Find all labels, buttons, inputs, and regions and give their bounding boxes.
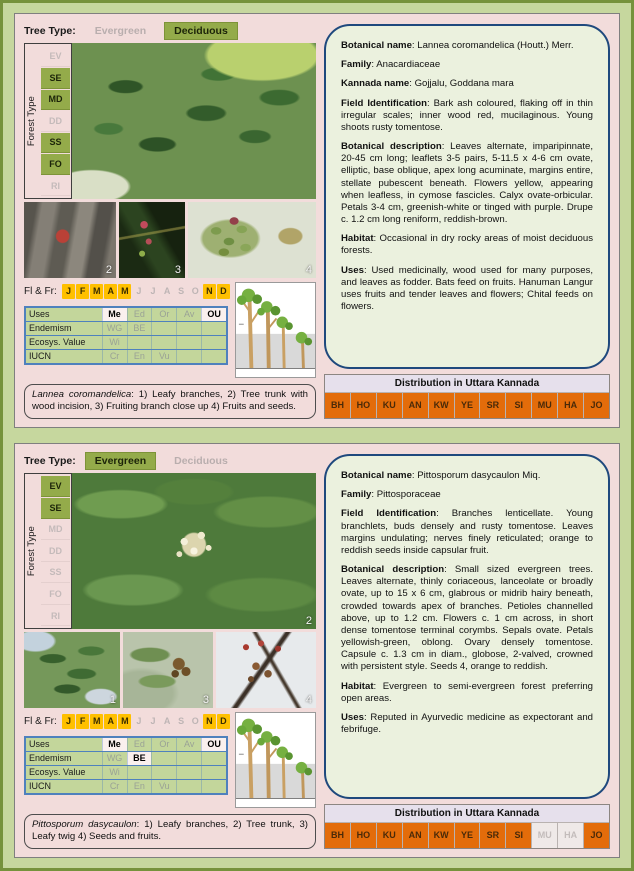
- uses-av-cell[interactable]: Av: [176, 738, 201, 751]
- empty-cell: [176, 752, 201, 765]
- empty-cell: [176, 766, 201, 779]
- dist-mu[interactable]: MU: [532, 823, 557, 848]
- distribution-title: Distribution in Uttara Kannada: [325, 375, 609, 392]
- distribution-cells: [325, 392, 609, 418]
- photo-number: 2: [105, 263, 112, 276]
- table-row-iucn: [26, 780, 226, 793]
- row-label: IUCN: [29, 780, 51, 791]
- panel1-right-column: [324, 22, 610, 419]
- photo-fruiting-branch: [119, 202, 185, 277]
- forest-type-ev[interactable]: EV: [41, 476, 70, 497]
- empty-cell: [127, 336, 152, 349]
- tree-type-label: Tree Type:: [24, 455, 76, 468]
- month-sep[interactable]: S: [178, 716, 185, 727]
- photo-number: 1: [109, 693, 116, 706]
- forest-type-box: [24, 473, 72, 629]
- thumbnail-row: [24, 202, 316, 277]
- row-label: IUCN: [29, 350, 51, 361]
- month-mar[interactable]: M: [90, 714, 103, 729]
- tree-type-option-evergreen[interactable]: Evergreen: [86, 453, 155, 469]
- forest-type-md[interactable]: MD: [41, 90, 70, 111]
- month-mar[interactable]: M: [90, 284, 103, 299]
- empty-cell: [201, 766, 226, 779]
- field-identification-paragraph: Field Identification: Branches lenticellate. Young branchlets, buds densely and rusty tomentose. Leaves margins undulating; nerves finely reticulated; orange to reddish seeds inside capsular fruit.: [341, 508, 593, 556]
- dist-ho[interactable]: HO: [351, 393, 376, 418]
- tree-type-row: [24, 22, 316, 40]
- uses-ou-cell[interactable]: OU: [201, 738, 226, 751]
- empty-cell: [201, 322, 226, 335]
- dist-sr[interactable]: SR: [480, 823, 505, 848]
- uses-or-cell[interactable]: Or: [151, 738, 176, 751]
- dist-mu[interactable]: MU: [532, 393, 557, 418]
- caption-species-name: Pittosporum dasycaulon: [32, 818, 137, 830]
- dist-bh[interactable]: BH: [325, 393, 350, 418]
- forest-type-dd[interactable]: DD: [41, 541, 70, 562]
- family-paragraph: Family: Pittosporaceae: [341, 489, 441, 501]
- month-may[interactable]: M: [118, 284, 131, 299]
- row-label: Uses: [29, 308, 50, 319]
- forest-type-ri[interactable]: RI: [41, 176, 70, 197]
- month-apr[interactable]: A: [104, 284, 117, 299]
- dist-si[interactable]: SI: [506, 823, 531, 848]
- tree-type-option-evergreen[interactable]: Evergreen: [94, 25, 147, 38]
- botanical-name-paragraph: Botanical name: Lannea coromandelica (Houtt.) Merr.: [341, 40, 574, 51]
- botanical-description-paragraph: Botanical description: Small sized evergreen trees. Leaves alternate, thinly coriaceous, lanceolate or broadly ovate, up to 15 x 6 cm, glabrous or midrib hairy beneath, crowded towards apex of branches. Petioles channelled above, up to 1.2 cm. Flowers c. 1 cm across, in short dense tomentose terminal corymbs. Sepals ovate. Petals yellowish-green, oblong. Ovary densely tomentose. Capsule c. 1.3 cm in diam., globose, 2-valved, crowned with persistent style. Seeds 4, orange to reddish.: [341, 564, 593, 673]
- forest-type-se[interactable]: SE: [41, 68, 70, 89]
- uses-me-cell[interactable]: Me: [102, 738, 127, 751]
- photo-number: 4: [305, 693, 312, 706]
- row-label: Endemism: [29, 752, 72, 763]
- forest-type-fo[interactable]: FO: [41, 584, 70, 605]
- tree-type-row: [24, 452, 316, 470]
- row-label: Ecosys. Value: [29, 336, 86, 347]
- forest-type-label: Forest Type: [26, 96, 37, 147]
- forest-type-buttons: [41, 46, 70, 196]
- uses-or-cell[interactable]: Or: [151, 308, 176, 321]
- kannada-name-paragraph: Kannada name: Gojjalu, Goddana mara: [341, 78, 514, 90]
- photo-seeds-fruits: [216, 632, 316, 707]
- photo-number: 2: [305, 615, 312, 628]
- thumbnail-row: [24, 632, 316, 707]
- ecosys-wi-cell[interactable]: Wi: [102, 336, 127, 349]
- dist-ku[interactable]: KU: [377, 823, 402, 848]
- photo-leafy-branches: [72, 43, 316, 199]
- distribution-cells: [325, 822, 609, 848]
- month-apr[interactable]: A: [104, 714, 117, 729]
- empty-cell: [176, 350, 201, 363]
- empty-cell: [201, 350, 226, 363]
- photo-caption: [24, 384, 316, 419]
- month-nov[interactable]: N: [203, 284, 216, 299]
- dist-jo[interactable]: JO: [584, 393, 609, 418]
- panel2-right-column: [324, 452, 610, 849]
- flfr-label: Fl & Fr:: [24, 716, 57, 728]
- forest-type-buttons: [41, 476, 70, 626]
- dist-si[interactable]: SI: [506, 393, 531, 418]
- month-jul[interactable]: J: [150, 286, 156, 297]
- botanical-name-paragraph: Botanical name: Pittosporum dasycaulon Miq.: [341, 470, 541, 481]
- iucn-vu-cell[interactable]: Vu: [151, 780, 176, 793]
- species-description-box: [324, 24, 610, 369]
- dist-bh[interactable]: BH: [325, 823, 350, 848]
- attributes-table: [24, 306, 228, 365]
- flowering-fruiting-strip: [24, 712, 230, 732]
- table-row-ecosys-value: [26, 766, 226, 780]
- phenology-table-column: [24, 712, 230, 808]
- photo-number: 4: [305, 263, 312, 276]
- tree-height-illustration: [235, 282, 316, 378]
- month-jan[interactable]: J: [62, 714, 75, 729]
- table-row-ecosys-value: [26, 336, 226, 350]
- flowering-fruiting-strip: [24, 282, 230, 302]
- tree-type-option-deciduous[interactable]: Deciduous: [174, 455, 228, 468]
- dist-ye[interactable]: YE: [455, 823, 480, 848]
- dist-ha[interactable]: HA: [558, 823, 583, 848]
- forest-type-ev[interactable]: EV: [41, 46, 70, 67]
- distribution-title: Distribution in Uttara Kannada: [325, 805, 609, 822]
- photo-number: 3: [202, 693, 209, 706]
- tree-height-illustration: [235, 712, 316, 808]
- dist-sr[interactable]: SR: [480, 393, 505, 418]
- empty-cell: [151, 322, 176, 335]
- month-aug[interactable]: A: [163, 286, 171, 297]
- month-nov[interactable]: N: [203, 714, 216, 729]
- panel1-left-column: [24, 22, 316, 419]
- forest-type-ri[interactable]: RI: [41, 606, 70, 627]
- empty-cell: [151, 336, 176, 349]
- table-row-iucn: [26, 350, 226, 363]
- photo-flowering-twig: [72, 473, 316, 629]
- species-panel-lannea: [14, 13, 620, 428]
- month-oct[interactable]: O: [191, 716, 199, 727]
- forest-type-label: Forest Type: [26, 526, 37, 577]
- forest-type-ss[interactable]: SS: [41, 563, 70, 584]
- month-dec[interactable]: D: [217, 284, 230, 299]
- phenology-table-column: [24, 282, 230, 378]
- uses-paragraph: Uses: Reputed in Ayurvedic medicine as expectorant and febrifuge.: [341, 711, 593, 736]
- uses-ed-cell[interactable]: Ed: [127, 308, 152, 321]
- main-photo-block: [24, 473, 316, 629]
- distribution-section: [324, 804, 610, 849]
- table-row-uses: [26, 308, 226, 322]
- empty-cell: [151, 752, 176, 765]
- row-label: Uses: [29, 738, 50, 749]
- month-jun[interactable]: J: [136, 716, 142, 727]
- photo-leafy-twig: [123, 632, 213, 707]
- habitat-paragraph: Habitat: Evergreen to semi-evergreen forest preferring open areas.: [341, 680, 593, 704]
- empty-cell: [176, 322, 201, 335]
- forest-type-box: [24, 43, 72, 199]
- empty-cell: [176, 780, 201, 793]
- panel2-left-column: [24, 452, 316, 849]
- distribution-section: [324, 374, 610, 419]
- tree-type-option-deciduous[interactable]: Deciduous: [165, 23, 237, 39]
- endemism-be-cell[interactable]: BE: [127, 322, 152, 335]
- month-jul[interactable]: J: [150, 716, 156, 727]
- empty-cell: [151, 766, 176, 779]
- photo-caption: [24, 814, 316, 849]
- forest-type-se[interactable]: SE: [41, 498, 70, 519]
- month-sep[interactable]: S: [178, 286, 185, 297]
- botanical-description-paragraph: Botanical description: Leaves alternate, imparipinnate, 20-45 cm long; leaflets 3-5 pairs, 5-11.5 x 4-6 cm ovate, elliptic, base oblique, apex long acuminate, margins entire, stellate pubescent beneath. Flowers yellow, appearing when leafless, in cymose fascicles. Calyx ovate-orbicular. Petals 3-4 cm, greenish-white or tinged with purple. Drupe c. 1.2 cm long reniform, reddish-brown.: [341, 141, 593, 226]
- species-panel-pittosporum: [14, 443, 620, 858]
- empty-cell: [201, 752, 226, 765]
- month-may[interactable]: M: [118, 714, 131, 729]
- dist-an[interactable]: AN: [403, 393, 428, 418]
- photo-fruits-seeds: [188, 202, 316, 277]
- dist-an[interactable]: AN: [403, 823, 428, 848]
- month-feb[interactable]: F: [76, 284, 89, 299]
- row-label: Ecosys. Value: [29, 766, 86, 777]
- iucn-cr-cell[interactable]: Cr: [102, 350, 127, 363]
- empty-cell: [127, 766, 152, 779]
- tree-type-label: Tree Type:: [24, 25, 76, 38]
- endemism-wg-cell[interactable]: WG: [102, 752, 127, 765]
- month-dec[interactable]: D: [217, 714, 230, 729]
- phenology-attributes-row: [24, 712, 316, 808]
- table-row-endemism: [26, 322, 226, 336]
- month-jan[interactable]: J: [62, 284, 75, 299]
- uses-paragraph: Uses: Used medicinally, wood used for many purposes, and leaves as fodder. Bats feed on fruits. Hanuman Langur uses fruits and tender leaves and flowers; Chital feeds on flowers.: [341, 264, 593, 313]
- forest-type-fo[interactable]: FO: [41, 154, 70, 175]
- forest-type-dd[interactable]: DD: [41, 111, 70, 132]
- caption-species-name: Lannea coromandelica: [32, 388, 132, 400]
- main-photo-block: [24, 43, 316, 199]
- dist-ho[interactable]: HO: [351, 823, 376, 848]
- ecosys-wi-cell[interactable]: Wi: [102, 766, 127, 779]
- month-feb[interactable]: F: [76, 714, 89, 729]
- dist-ye[interactable]: YE: [455, 393, 480, 418]
- empty-cell: [201, 336, 226, 349]
- phenology-attributes-row: [24, 282, 316, 378]
- forest-type-ss[interactable]: SS: [41, 133, 70, 154]
- uses-me-cell[interactable]: Me: [102, 308, 127, 321]
- dist-ku[interactable]: KU: [377, 393, 402, 418]
- empty-cell: [176, 336, 201, 349]
- endemism-wg-cell[interactable]: WG: [102, 322, 127, 335]
- forest-type-md[interactable]: MD: [41, 520, 70, 541]
- family-paragraph: Family: Anacardiaceae: [341, 59, 441, 71]
- table-row-uses: [26, 738, 226, 752]
- uses-av-cell[interactable]: Av: [176, 308, 201, 321]
- photo-leafy-branches: [24, 632, 120, 707]
- dist-jo[interactable]: JO: [584, 823, 609, 848]
- photo-number: 3: [174, 263, 181, 276]
- table-row-endemism: [26, 752, 226, 766]
- uses-ed-cell[interactable]: Ed: [127, 738, 152, 751]
- habitat-paragraph: Habitat: Occasional in dry rocky areas of moist deciduous forests.: [341, 233, 593, 257]
- month-oct[interactable]: O: [191, 286, 199, 297]
- endemism-be-cell[interactable]: BE: [127, 752, 152, 765]
- species-description-box: [324, 454, 610, 799]
- caption-text: : 1) Leafy branches, 2) Tree trunk with wood incision, 3) Fruiting branch close up 4) Fruits and seeds.: [32, 388, 308, 413]
- photo-tree-trunk: [24, 202, 116, 277]
- iucn-vu-cell[interactable]: Vu: [151, 350, 176, 363]
- flfr-label: Fl & Fr:: [24, 286, 57, 298]
- row-label: Endemism: [29, 322, 72, 333]
- iucn-cr-cell[interactable]: Cr: [102, 780, 127, 793]
- attributes-table: [24, 736, 228, 795]
- iucn-en-cell[interactable]: En: [127, 350, 152, 363]
- iucn-en-cell[interactable]: En: [127, 780, 152, 793]
- dist-kw[interactable]: KW: [429, 393, 454, 418]
- caption-text: : 1) Leafy branches, 2) Tree trunk, 3) Leafy twig 4) Seeds and fruits.: [32, 818, 308, 843]
- field-identification-paragraph: Field Identification: Bark ash coloured, flaking off in thin irregular scales; inner wood red, mucilaginous. Young shoots rusty tomentose.: [341, 97, 593, 133]
- empty-cell: [201, 780, 226, 793]
- uses-ou-cell[interactable]: OU: [201, 308, 226, 321]
- month-aug[interactable]: A: [163, 716, 171, 727]
- dist-kw[interactable]: KW: [429, 823, 454, 848]
- month-jun[interactable]: J: [136, 286, 142, 297]
- dist-ha[interactable]: HA: [558, 393, 583, 418]
